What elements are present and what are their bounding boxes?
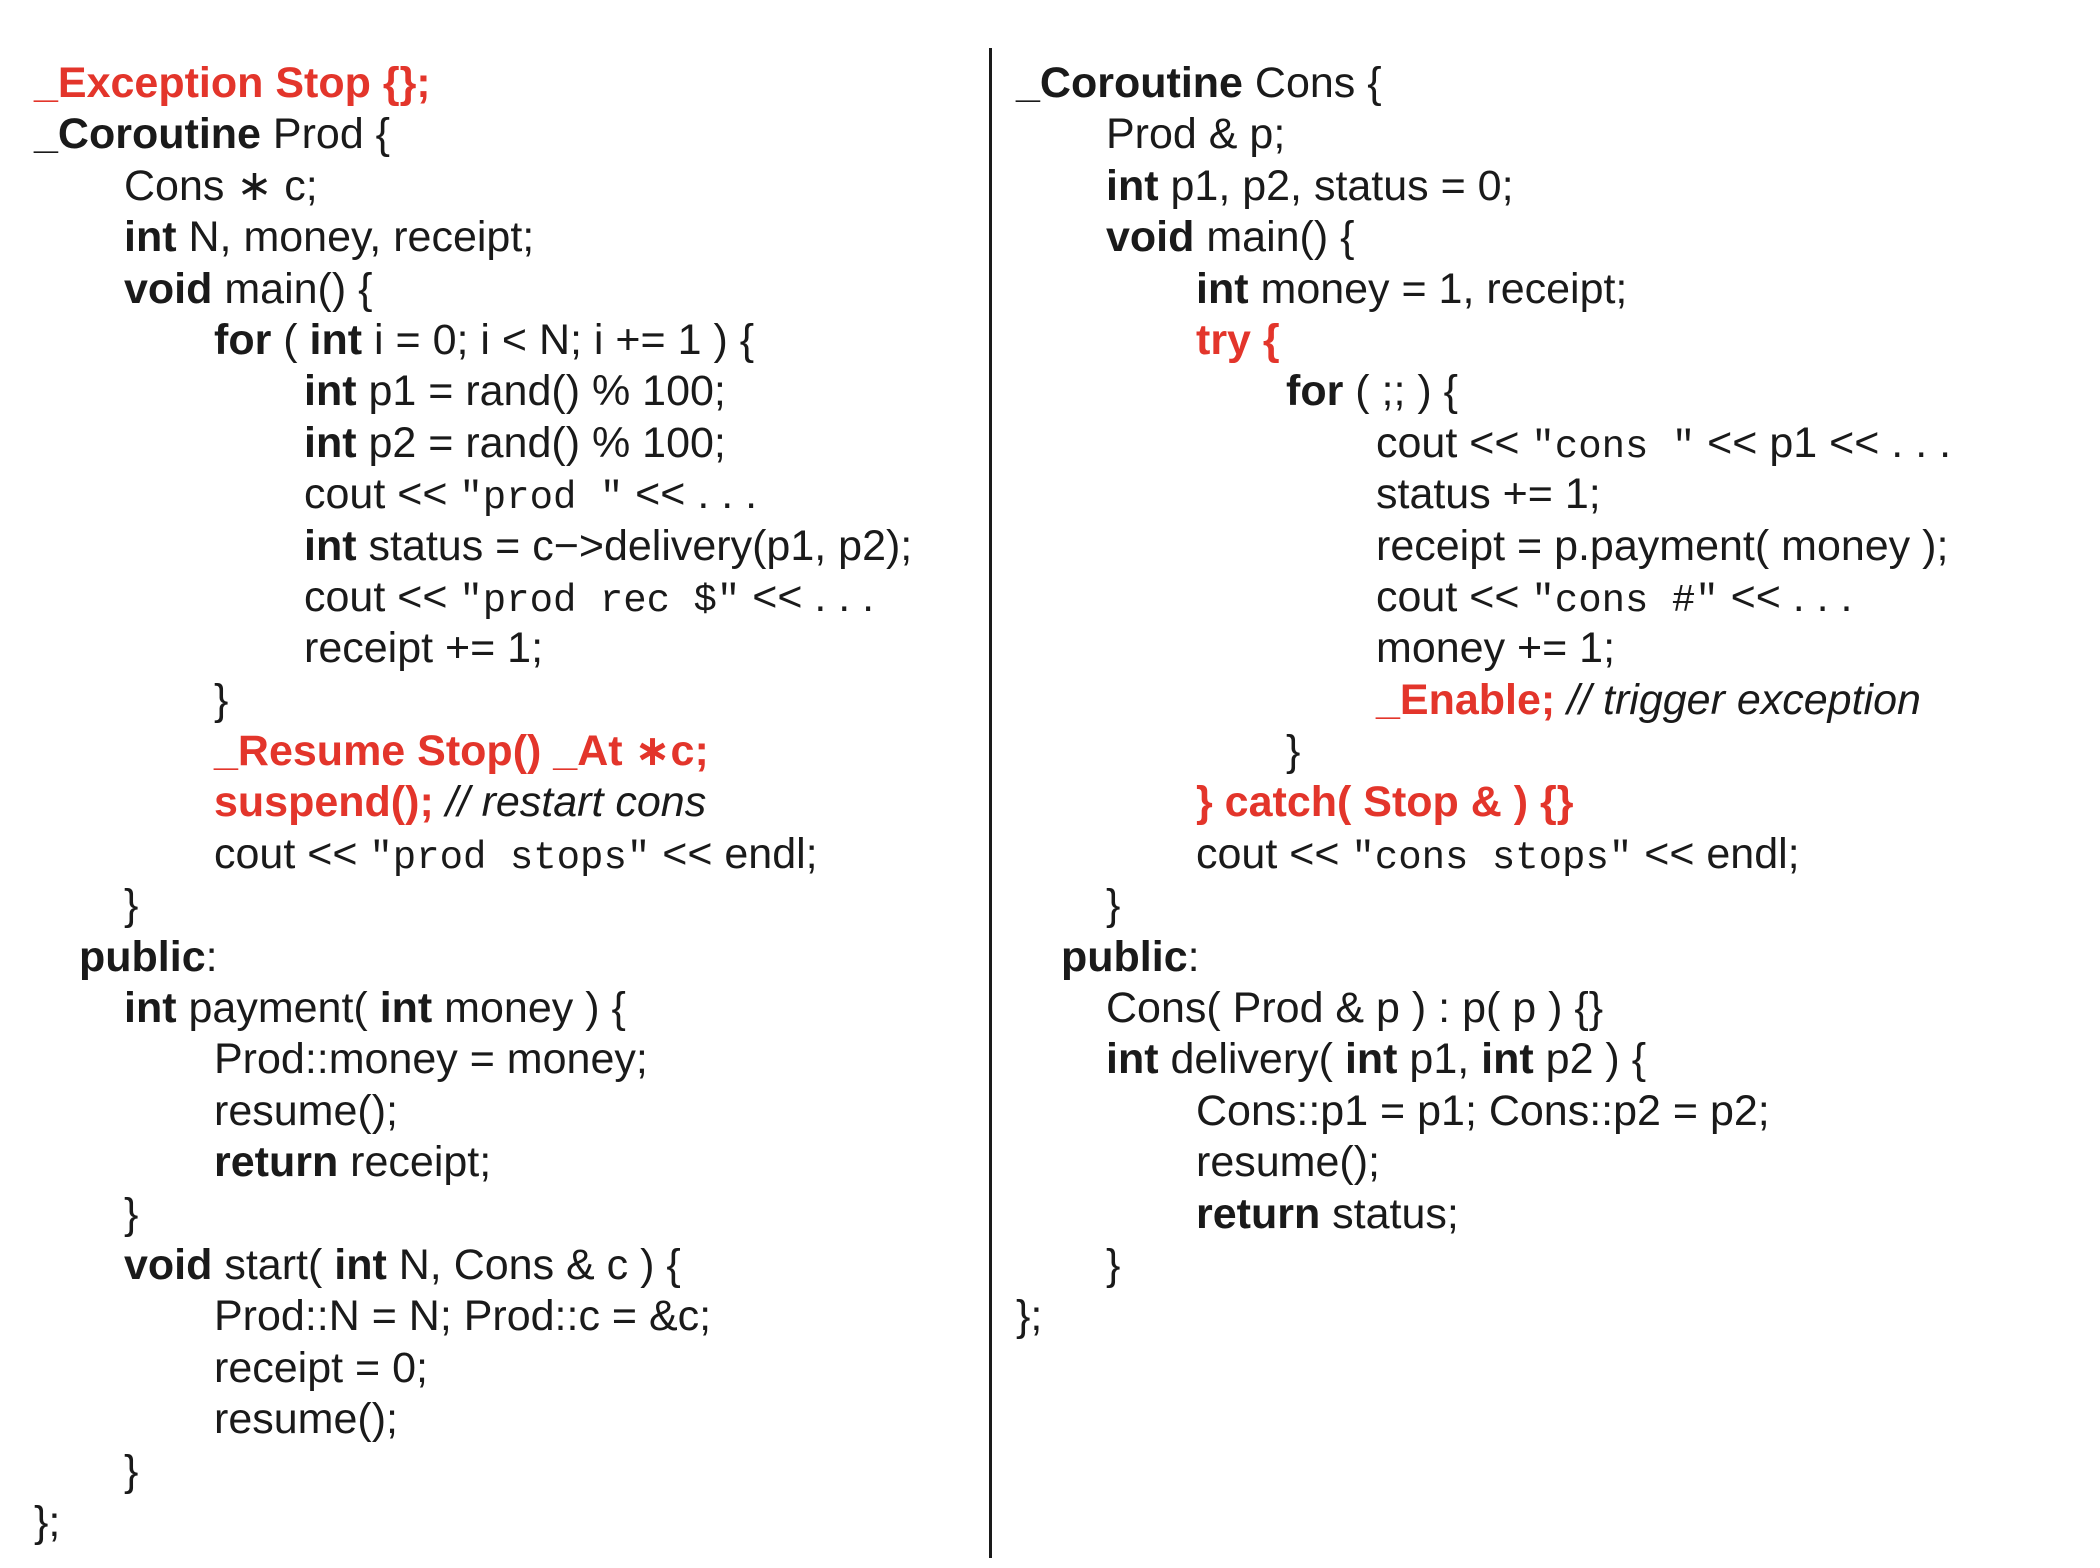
code-token: Prod::N = N; Prod::c = &c; bbox=[214, 1292, 712, 1341]
code-line bbox=[34, 572, 912, 623]
consumer-code-listing bbox=[1016, 58, 1951, 1343]
code-token: int bbox=[124, 213, 177, 262]
code-token: public bbox=[1061, 932, 1188, 981]
code-line bbox=[1016, 880, 1951, 931]
code-token: int bbox=[1344, 1035, 1398, 1084]
code-token: << p1 << . . . bbox=[1695, 418, 1952, 467]
code-token: cout << bbox=[1376, 572, 1532, 621]
code-line bbox=[1016, 983, 1951, 1034]
code-line bbox=[34, 264, 912, 315]
producer-code-listing bbox=[34, 58, 912, 1548]
code-token: Cons { bbox=[1242, 59, 1382, 107]
code-line bbox=[1016, 109, 1951, 160]
code-token: "prod stops" bbox=[369, 835, 651, 880]
code-token: p2 ) { bbox=[1533, 1035, 1647, 1084]
code-line bbox=[1016, 366, 1951, 417]
code-token: int bbox=[379, 984, 433, 1033]
code-line bbox=[1016, 1240, 1951, 1291]
code-token: } bbox=[1106, 881, 1121, 930]
code-token: void bbox=[1106, 213, 1195, 262]
code-line bbox=[1016, 1086, 1951, 1137]
code-token: cout << bbox=[304, 470, 460, 519]
code-token: int bbox=[309, 315, 363, 364]
code-line bbox=[34, 1291, 912, 1342]
code-line bbox=[1016, 829, 1951, 880]
code-token: // trigger exception bbox=[1555, 675, 1921, 724]
code-line bbox=[34, 366, 912, 417]
code-token: p2 = rand() % 100; bbox=[356, 418, 726, 467]
code-token: : bbox=[205, 932, 218, 981]
code-token: }; bbox=[34, 1497, 61, 1546]
code-token: } bbox=[124, 1189, 139, 1238]
code-token: ( bbox=[271, 315, 310, 364]
code-line bbox=[34, 1343, 912, 1394]
code-token: int bbox=[304, 367, 357, 416]
code-token: start( bbox=[212, 1240, 335, 1289]
code-token: int bbox=[124, 984, 177, 1033]
column-divider bbox=[989, 48, 992, 1558]
code-token: "cons " bbox=[1531, 424, 1696, 469]
code-line bbox=[34, 829, 912, 880]
code-line bbox=[1016, 58, 1951, 109]
code-line bbox=[34, 469, 912, 520]
code-line bbox=[34, 315, 912, 366]
code-line bbox=[1016, 1137, 1951, 1188]
code-line bbox=[1016, 932, 1951, 983]
code-token: try { bbox=[1196, 315, 1280, 364]
code-token: receipt = 0; bbox=[214, 1343, 428, 1392]
code-token: } bbox=[1286, 727, 1301, 776]
code-token: "cons stops" bbox=[1351, 835, 1633, 880]
code-token: : bbox=[1187, 932, 1200, 981]
code-line bbox=[1016, 675, 1951, 726]
code-token: "prod rec $" bbox=[459, 578, 741, 623]
code-token: } bbox=[124, 881, 139, 930]
code-line bbox=[34, 1086, 912, 1137]
code-line bbox=[34, 109, 912, 160]
code-line bbox=[1016, 212, 1951, 263]
code-line bbox=[34, 983, 912, 1034]
code-token: resume(); bbox=[214, 1086, 398, 1135]
code-token: } bbox=[1106, 1240, 1121, 1289]
code-token: resume(); bbox=[214, 1395, 398, 1444]
code-line bbox=[34, 777, 912, 828]
code-line bbox=[1016, 469, 1951, 520]
code-token: ( ;; ) { bbox=[1343, 367, 1459, 416]
code-line bbox=[34, 675, 912, 726]
code-token: Cons::p1 = p1; Cons::p2 = p2; bbox=[1196, 1086, 1770, 1135]
code-token: } bbox=[214, 675, 229, 724]
code-token: p1, bbox=[1397, 1035, 1482, 1084]
code-token: i = 0; i < N; i += 1 ) { bbox=[362, 315, 755, 364]
code-line bbox=[1016, 315, 1951, 366]
code-line bbox=[1016, 418, 1951, 469]
code-token: cout << bbox=[304, 572, 460, 621]
code-token: << endl; bbox=[1632, 829, 1800, 878]
code-token: int bbox=[1106, 161, 1159, 210]
code-token: Cons ∗ c; bbox=[124, 161, 318, 210]
code-token: receipt = p.payment( money ); bbox=[1376, 521, 1949, 570]
code-token: Cons( Prod & p ) : p( p ) {} bbox=[1106, 984, 1604, 1033]
code-token: money ) { bbox=[432, 984, 626, 1033]
code-line bbox=[1016, 264, 1951, 315]
code-token: N, Cons & c ) { bbox=[386, 1240, 681, 1289]
code-token: money += 1; bbox=[1376, 624, 1616, 673]
code-line bbox=[1016, 777, 1951, 828]
code-line bbox=[34, 1137, 912, 1188]
code-token: }; bbox=[1016, 1292, 1043, 1341]
code-token: money = 1, receipt; bbox=[1248, 264, 1628, 313]
code-token: _Coroutine bbox=[34, 110, 261, 159]
code-token: status; bbox=[1320, 1189, 1459, 1238]
code-token: for bbox=[1286, 367, 1344, 416]
code-token: resume(); bbox=[1196, 1138, 1380, 1187]
code-token: << . . . bbox=[1718, 572, 1853, 621]
code-line bbox=[34, 161, 912, 212]
code-token: Prod::money = money; bbox=[214, 1035, 648, 1084]
code-token: payment( bbox=[176, 984, 380, 1033]
code-token: status += 1; bbox=[1376, 470, 1601, 519]
code-token: void bbox=[124, 264, 213, 313]
code-line bbox=[34, 880, 912, 931]
code-token: int bbox=[304, 521, 357, 570]
code-line bbox=[1016, 1291, 1951, 1342]
code-token: status = c−>delivery(p1, p2); bbox=[356, 521, 913, 570]
code-token: int bbox=[304, 418, 357, 467]
code-token: } bbox=[124, 1446, 139, 1495]
code-line bbox=[34, 1497, 912, 1548]
code-token: receipt += 1; bbox=[304, 624, 544, 673]
code-token: void bbox=[124, 1240, 213, 1289]
code-token: Prod & p; bbox=[1106, 110, 1286, 159]
code-token: << . . . bbox=[740, 572, 875, 621]
code-token: _Enable; bbox=[1376, 675, 1556, 724]
code-token: N, money, receipt; bbox=[176, 213, 535, 262]
code-token: _Exception Stop {}; bbox=[34, 59, 431, 107]
code-line bbox=[34, 58, 912, 109]
code-token: } catch( Stop & ) {} bbox=[1196, 778, 1574, 827]
code-token: Prod { bbox=[260, 110, 391, 159]
code-token: int bbox=[1106, 1035, 1159, 1084]
code-line bbox=[1016, 161, 1951, 212]
code-token: receipt; bbox=[338, 1138, 492, 1187]
code-line bbox=[34, 212, 912, 263]
code-token: p1, p2, status = 0; bbox=[1158, 161, 1514, 210]
code-token: delivery( bbox=[1158, 1035, 1345, 1084]
code-token: _Resume Stop() _At ∗c; bbox=[214, 727, 709, 776]
code-token: << endl; bbox=[650, 829, 818, 878]
code-token: public bbox=[79, 932, 206, 981]
code-line bbox=[34, 418, 912, 469]
code-token: cout << bbox=[1196, 829, 1352, 878]
code-line bbox=[34, 1034, 912, 1085]
code-token: cout << bbox=[214, 829, 370, 878]
code-token: return bbox=[1196, 1189, 1321, 1238]
code-token: int bbox=[1481, 1035, 1534, 1084]
code-line bbox=[1016, 726, 1951, 777]
code-token: int bbox=[1196, 264, 1249, 313]
code-token: "prod " bbox=[459, 476, 624, 521]
code-line bbox=[34, 932, 912, 983]
code-token: for bbox=[214, 315, 272, 364]
code-token: p1 = rand() % 100; bbox=[356, 367, 726, 416]
code-line bbox=[34, 521, 912, 572]
code-token: "cons #" bbox=[1531, 578, 1719, 623]
code-token: suspend(); bbox=[214, 778, 434, 827]
code-line bbox=[1016, 1034, 1951, 1085]
code-line bbox=[1016, 623, 1951, 674]
code-line bbox=[1016, 521, 1951, 572]
code-token: main() { bbox=[212, 264, 373, 313]
code-token: main() { bbox=[1194, 213, 1355, 262]
code-token: << . . . bbox=[623, 470, 758, 519]
code-token: cout << bbox=[1376, 418, 1532, 467]
code-line bbox=[34, 1189, 912, 1240]
code-token: // restart cons bbox=[433, 778, 707, 827]
code-line bbox=[34, 726, 912, 777]
code-line bbox=[1016, 1189, 1951, 1240]
code-token: return bbox=[214, 1138, 339, 1187]
code-line bbox=[34, 1446, 912, 1497]
code-line bbox=[34, 623, 912, 674]
code-token: _Coroutine bbox=[1016, 59, 1243, 107]
code-line bbox=[34, 1394, 912, 1445]
code-line bbox=[1016, 572, 1951, 623]
code-token: int bbox=[334, 1240, 387, 1289]
code-line bbox=[34, 1240, 912, 1291]
